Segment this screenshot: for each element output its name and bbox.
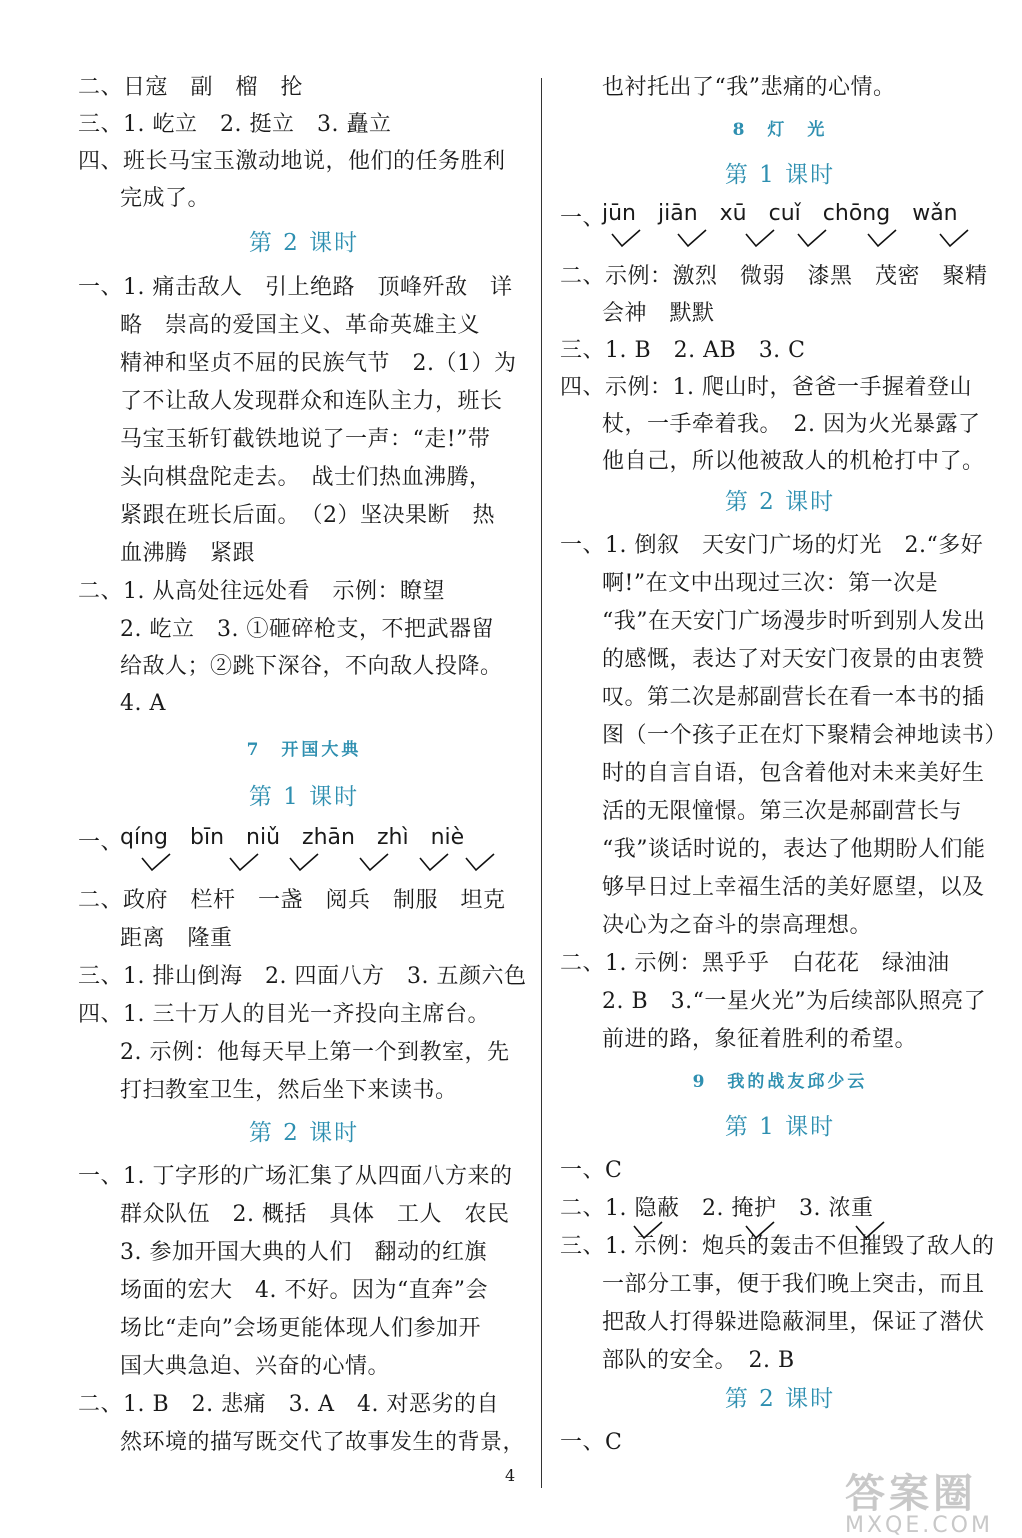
answer-line: 一、C <box>560 1158 623 1183</box>
answer-line: 2. 示例：他每天早上第一个到教室，先 <box>120 1040 510 1065</box>
answer-line: 三、1. B 2. AB 3. C <box>560 338 806 363</box>
lesson-title: 8 灯 光 <box>732 120 828 140</box>
answer-line: 时的自言自语，包含着他对未来美好生 <box>602 761 985 786</box>
answer-line: 一、1. 倒叙 天安门广场的灯光 2.“多好 <box>560 533 984 558</box>
check-marks <box>120 852 500 882</box>
answer-line: 然环境的描写既交代了故事发生的背景， <box>120 1430 526 1455</box>
check-mark-icons <box>120 852 500 876</box>
answer-line: “我”在天安门广场漫步时听到别人发出 <box>602 609 986 634</box>
answer-line: 马宝玉斩钉截铁地说了一声：“走!”带 <box>120 427 491 452</box>
section-heading: 第 1 课时 <box>248 784 360 810</box>
pinyin-row <box>602 201 980 226</box>
answer-line: 三、1. 屹立 2. 挺立 3. 矗立 <box>78 112 392 137</box>
answer-line: 完成了。 <box>120 186 211 211</box>
section-heading: 第 2 课时 <box>248 1120 360 1146</box>
answer-line: 二、政府 栏杆 一盏 阅兵 制服 坦克 <box>78 888 506 913</box>
answer-line: 一、1. 痛击敌人 引上绝路 顶峰歼敌 详 <box>78 275 513 300</box>
pinyin-item: jiān <box>658 201 698 226</box>
pinyin-item: xū <box>719 201 747 226</box>
answer-line: 打扫教室卫生，然后坐下来读书。 <box>120 1078 458 1103</box>
pinyin-item: jūn <box>602 201 636 226</box>
answer-line: 4. A <box>120 691 166 716</box>
column-divider <box>541 78 542 1488</box>
answer-line: 杖，一手牵着我。 2. 因为火光暴露了 <box>602 412 981 437</box>
page-number: 4 <box>505 1466 516 1485</box>
watermark-logo <box>845 1462 1010 1538</box>
answer-line: 给敌人；②跳下深谷，不向敌人投降。 <box>120 654 503 679</box>
pinyin-item: niǔ <box>246 825 281 850</box>
answer-line: 会神 默默 <box>602 301 715 326</box>
answer-line: 一部分工事，便于我们晚上突击，而且 <box>602 1272 985 1297</box>
answer-line: 叹。第二次是郝副营长在看一本书的插 <box>602 685 985 710</box>
answer-line: 决心为之奋斗的崇高理想。 <box>602 913 873 938</box>
pinyin-item: zhì <box>376 825 409 850</box>
answer-line: 二、1. B 2. 悲痛 3. A 4. 对恶劣的自 <box>78 1392 499 1417</box>
answer-line: 把敌人打得躲进隐蔽洞里，保证了潜伏 <box>602 1310 985 1335</box>
pinyin-item: chōng <box>822 201 891 226</box>
answer-line: 紧跟在班长后面。 （2）坚决果断 热 <box>120 503 495 528</box>
watermark-url: MXQE.COM <box>845 1513 993 1538</box>
answer-line: 部队的安全。 2. B <box>602 1348 795 1373</box>
answer-line: 够早日过上幸福生活的美好愿望，以及 <box>602 875 985 900</box>
lesson-title: 7 开国大典 <box>246 740 362 760</box>
answer-line: 群众队伍 2. 概括 具体 工人 农民 <box>120 1202 510 1227</box>
answer-line: 国大典急迫、兴奋的心情。 <box>120 1354 391 1379</box>
answer-line: 二、1. 隐蔽 2. 掩护 3. 浓重 <box>560 1196 874 1221</box>
answer-line: 了不让敌人发现群众和连队主力，班长 <box>120 389 503 414</box>
pinyin-item: zhān <box>302 825 355 850</box>
pinyin-item: qíng <box>120 825 168 850</box>
answer-line: 3. 参加开国大典的人们 翻动的红旗 <box>120 1240 487 1265</box>
answer-line: 血沸腾 紧跟 <box>120 541 256 566</box>
pinyin-item: cuǐ <box>768 201 801 226</box>
answer-line: 2. 屹立 3. ①砸碎枪支，不把武器留 <box>120 617 494 642</box>
answer-line: 前进的路，象征着胜利的希望。 <box>602 1027 918 1052</box>
answer-line: 一、1. 丁字形的广场汇集了从四面八方来的 <box>78 1164 513 1189</box>
answer-line: 三、1. 排山倒海 2. 四面八方 3. 五颜六色 <box>78 964 527 989</box>
check-mark-icons <box>602 228 982 252</box>
answer-line: 活的无限憧憬。第三次是郝副营长与 <box>602 799 963 824</box>
answer-line: 四、1. 三十万人的目光一齐投向主席台。 <box>78 1002 490 1027</box>
answer-line: “我”谈话时说的，表达了他期盼人们能 <box>602 837 986 862</box>
answer-line: 四、班长马宝玉激动地说，他们的任务胜利 <box>78 149 506 174</box>
answer-line: 头向棋盘陀走去。 战士们热血沸腾， <box>120 465 492 490</box>
answer-line: 四、示例：1. 爬山时，爸爸一手握着登山 <box>560 375 972 400</box>
answer-line: 一、 <box>560 206 606 231</box>
answer-line: 二、日寇 副 榴 抡 <box>78 75 304 100</box>
answer-line: 略 崇高的爱国主义、革命英雄主义 <box>120 313 481 338</box>
section-heading: 第 1 课时 <box>724 162 836 188</box>
answer-line: 啊!”在文中出现过三次：第一次是 <box>602 571 939 596</box>
section-heading: 第 2 课时 <box>724 1386 836 1412</box>
answer-line: 2. B 3.“一星火光”为后续部队照亮了 <box>602 989 987 1014</box>
pinyin-item: bīn <box>190 825 225 850</box>
pinyin-item: niè <box>430 825 465 850</box>
watermark-text: 答案圈 <box>845 1471 977 1517</box>
answer-line: 的感慨，表达了对天安门夜景的由衷赞 <box>602 647 985 672</box>
section-heading: 第 2 课时 <box>248 230 360 256</box>
lesson-title: 9 我的战友邱少云 <box>692 1072 868 1092</box>
check-marks <box>602 228 982 258</box>
answer-line: 他自己，所以他被敌人的机枪打中了。 <box>602 449 985 474</box>
answer-line: 精神和坚贞不屈的民族气节 2.（1）为 <box>120 351 517 376</box>
answer-line: 二、1. 从高处往远处看 示例：瞭望 <box>78 579 445 604</box>
answer-line: 三、1. 示例：炮兵的轰击不但摧毁了敌人的 <box>560 1234 995 1259</box>
answer-line: 二、1. 示例：黑乎乎 白花花 绿油油 <box>560 951 950 976</box>
section-heading: 第 1 课时 <box>724 1114 836 1140</box>
answer-line: 一、 <box>78 830 124 855</box>
answer-line: 也衬托出了“我”悲痛的心情。 <box>602 75 896 100</box>
answer-line: 图（一个孩子正在灯下聚精会神地读书） <box>602 723 1008 748</box>
pinyin-row <box>120 825 486 850</box>
section-heading: 第 2 课时 <box>724 489 836 515</box>
pinyin-item: wǎn <box>912 201 958 226</box>
answer-line: 场面的宏大 4. 不好。因为“直奔”会 <box>120 1278 488 1303</box>
answer-line: 场比“走向”会场更能体现人们参加开 <box>120 1316 481 1341</box>
answer-line: 一、C <box>560 1430 623 1455</box>
answer-line: 距离 隆重 <box>120 926 233 951</box>
answer-line: 二、示例：激烈 微弱 漆黑 茂密 聚精 <box>560 264 988 289</box>
